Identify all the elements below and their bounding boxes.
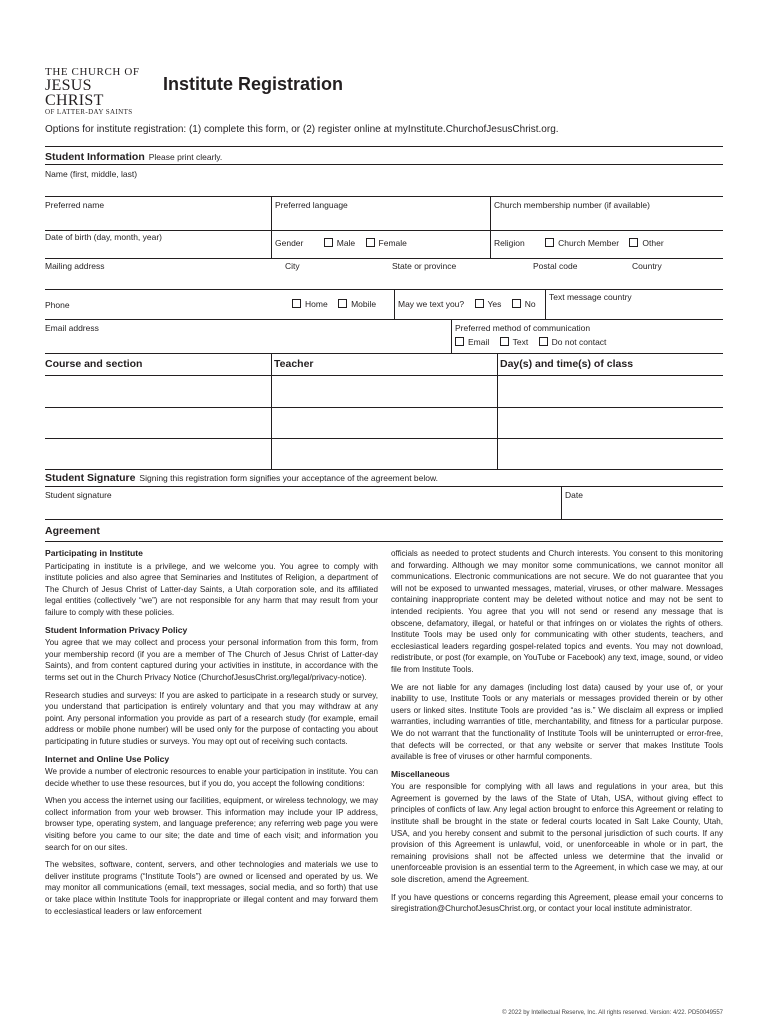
gender-male-option[interactable] <box>324 238 355 248</box>
checkbox-icon[interactable] <box>539 337 548 346</box>
divider <box>45 258 723 259</box>
divider <box>45 289 723 290</box>
signature-title: Student Signature <box>45 472 136 484</box>
divider <box>497 353 498 469</box>
agreement-column-left <box>45 548 378 923</box>
table-row[interactable] <box>45 407 723 408</box>
checkbox-icon[interactable] <box>366 238 375 247</box>
participating-text: Participating in institute is a privilege, and we welcome you. You agree to comply with institute policies and also agree that Seminaries and Institutes of Religion, a department of The Church of Jesus Christ of Latter-day Saints, a Utah corporation sole, and its affiliated legal entities (collectively “we”) are not responsible for any harm that may result from your failure to comply with these policies. <box>45 561 378 617</box>
internet-text-1: We provide a number of electronic resources to enable your participation in institute. You can decide whether to use these resources, but if you do, you accept the following conditions: <box>45 767 378 788</box>
gender-group <box>275 238 415 248</box>
religion-other-label: Other <box>642 238 664 248</box>
misc-heading: Miscellaneous <box>391 768 450 779</box>
text-question-label: May we text you? <box>398 299 465 309</box>
divider <box>490 230 491 258</box>
text-yes-label: Yes <box>487 299 502 309</box>
agreement-heading: Agreement <box>45 525 100 537</box>
phone-mobile-label: Mobile <box>351 299 377 309</box>
religion-other-option[interactable] <box>629 238 663 248</box>
signature-note: Signing this registration form signifies your acceptance of the agreement below. <box>139 473 439 483</box>
checkbox-icon[interactable] <box>512 299 521 308</box>
logo-line-2: JESUS CHRIST <box>45 77 104 109</box>
church-logo <box>45 67 145 116</box>
gender-label: Gender <box>275 238 304 248</box>
phone-home-label: Home <box>305 299 328 309</box>
text-country-field[interactable]: Text message country <box>549 292 632 302</box>
liability-text: We are not liable for any damages (including lost data) caused by your use of, or your inability to use, Institute Tools or any materials or messages provided therein or by other users or linked sites. Institute Tools are provided “as is.” We disclaim all express or implied warranties, including warranties of title, merchantability, and fitness for a particular purpose. We do not warrant that the functionality of Institute Tools will be uninterrupted or error-free, that defects will be corrected, or that any website or server that makes Institute Tools available is free of viruses or other harmful components. <box>391 682 723 762</box>
checkbox-icon[interactable] <box>545 238 554 247</box>
divider <box>45 146 723 147</box>
email-field[interactable]: Email address <box>45 323 99 333</box>
divider <box>561 486 562 519</box>
comm-text-label: Text <box>512 337 529 347</box>
phone-field[interactable]: Phone <box>45 300 70 310</box>
divider <box>271 353 272 469</box>
course-column-header: Course and section <box>45 358 143 370</box>
page-title: Institute Registration <box>163 74 344 94</box>
comm-email-option[interactable] <box>455 337 489 347</box>
comm-text-option[interactable] <box>500 337 529 347</box>
membership-number-field[interactable]: Church membership number (if available) <box>494 200 650 210</box>
privacy-text: You agree that we may collect and process your personal information from this form, from your membership record (if you are a member of The Church of Jesus Christ of Latter-day Saints), and from content captured during your activities in institute, in accordance with the terms set out in the Church Privacy Notice (ChurchofJesusChrist.org/legal/privacy-notice). <box>45 638 378 682</box>
gender-female-label: Female <box>378 238 407 248</box>
internet-text-3: The websites, software, content, servers, and other technologies and materials we use to deliver institute programs (“Institute Tools”) are owned or licensed and operated by us. We may monitor all communications (email, text messages, social media, and so forth) that use or take place within Institute Tools for inappropriate or illegal content and may forward them to ecclesiastical leaders or law enforcement <box>45 860 378 916</box>
religion-member-label: Church Member <box>558 238 620 248</box>
preferred-language-field[interactable]: Preferred language <box>275 200 348 210</box>
text-no-option[interactable] <box>512 299 536 309</box>
table-row[interactable] <box>45 469 723 470</box>
monitoring-text: officials as needed to protect students and Church interests. You consent to this monitoring and forwarding. Although we may monitor some communications, we cannot monitor all communications. Electronic communications are not secure. We do not guarantee that you will not be exposed to unwanted messages, material, viruses, or other malware. Messages containing inappropriate content may be deleted without notice and may not be sent to intended recipients. You agree that you will not send or resend any message that is obscene, defamatory, illegal, or hateful or that infringes on or violates the rights of others. Institute Tools may be used only for communicating with other students, teachers, and ecclesiastical leaders regarding gospel-related topics and events. You may not download, redistribute, or post (for example, on YouTube or Facebook) any text, image, sound, or video file from Institute Tools. <box>391 549 723 674</box>
phone-mobile-option[interactable] <box>338 299 376 309</box>
student-info-heading <box>45 151 222 163</box>
divider <box>45 164 723 165</box>
date-field[interactable]: Date <box>565 490 583 500</box>
comm-none-label: Do not contact <box>551 337 607 347</box>
text-yes-option[interactable] <box>475 299 502 309</box>
signature-heading <box>45 472 438 484</box>
misc-text: You are responsible for complying with all laws and regulations in your area, but this Agreement is governed by the laws of the State of Utah, USA, without giving effect to principles of conflicts of law. Any legal action brought to enforce this Agreement or relating to institute shall be brought in the state or federal courts located in Salt Lake County, Utah, USA, and you hereby consent and submit to the personal jurisdiction of such courts. If any provision of this Agreement is unlawful, void, or unenforceable in whole or in part, the remaining provisions shall not be affected unless we determine that the invalid or unenforceable provision is an essential term to the Agreement, in which case we may, at our sole discretion, amend the Agreement. <box>391 782 723 885</box>
logo-line-1: THE CHURCH OF <box>45 66 140 78</box>
city-field[interactable]: City <box>285 261 300 271</box>
religion-label: Religion <box>494 238 525 248</box>
divider <box>45 486 723 487</box>
logo-line-3: OF LATTER-DAY SAINTS <box>45 108 133 116</box>
student-info-title: Student Information <box>45 151 145 163</box>
contact-text: If you have questions or concerns regarding this Agreement, please email your concerns to siregistration@ChurchofJesusChrist.org, or contact your local institute administrator. <box>391 892 723 914</box>
state-field[interactable]: State or province <box>392 261 457 271</box>
divider <box>45 196 723 197</box>
internet-heading: Internet and Online Use Policy <box>45 753 170 764</box>
agreement-column-right <box>391 548 723 921</box>
intro-text: Options for institute registration: (1) complete this form, or (2) register online at myInstitute.ChurchofJesusChrist.org. <box>45 124 559 135</box>
divider <box>45 541 723 542</box>
divider <box>45 519 723 520</box>
student-signature-field[interactable]: Student signature <box>45 490 112 500</box>
comm-email-label: Email <box>468 337 490 347</box>
checkbox-icon[interactable] <box>500 337 509 346</box>
phone-home-option[interactable] <box>292 299 328 309</box>
religion-member-option[interactable] <box>545 238 619 248</box>
gender-female-option[interactable] <box>366 238 407 248</box>
internet-text-2: When you access the internet using our facilities, equipment, or wireless technology, we may collect information from your web browser. This information may include your IP address, browser type, operating system, and language preference; any referring web page you were visiting before you came to our site; the date and time of each visit; and information you search for on our sites. <box>45 796 378 852</box>
dob-field[interactable]: Date of birth (day, month, year) <box>45 232 163 242</box>
schedule-column-header: Day(s) and time(s) of class <box>500 358 634 370</box>
checkbox-icon[interactable] <box>292 299 301 308</box>
checkbox-icon[interactable] <box>629 238 638 247</box>
phone-type-group <box>292 299 384 309</box>
checkbox-icon[interactable] <box>455 337 464 346</box>
pref-comm-label: Preferred method of communication <box>455 323 591 333</box>
participating-heading: Participating in Institute <box>45 548 143 558</box>
table-row[interactable] <box>45 438 723 439</box>
teacher-column-header: Teacher <box>274 358 314 370</box>
checkbox-icon[interactable] <box>475 299 484 308</box>
postal-code-field[interactable]: Postal code <box>533 261 578 271</box>
divider <box>271 196 272 230</box>
checkbox-icon[interactable] <box>324 238 333 247</box>
comm-none-option[interactable] <box>539 337 607 347</box>
divider <box>45 375 723 376</box>
research-text: Research studies and surveys: If you are asked to participate in a research study or survey, you understand that participation is entirely voluntary and that you may withdraw at any point. Any personal information you provide as part of a research study (for example, email address or mobile phone number) will be used only for the purpose of contacting you about participating in future studies or surveys. You may opt out of receiving such contacts. <box>45 690 378 746</box>
copyright-footer: © 2022 by Intellectual Reserve, Inc. All rights reserved. Version: 4/22. PD50049557 <box>502 1010 723 1016</box>
divider <box>45 353 723 354</box>
text-no-label: No <box>524 299 536 309</box>
divider <box>490 196 491 230</box>
mailing-address-field[interactable]: Mailing address <box>45 261 105 271</box>
privacy-heading: Student Information Privacy Policy <box>45 624 188 635</box>
name-field[interactable]: Name (first, middle, last) <box>45 169 138 179</box>
pref-comm-group <box>455 337 614 347</box>
preferred-name-field[interactable]: Preferred name <box>45 200 105 210</box>
divider <box>45 230 723 231</box>
text-permission-group <box>398 299 544 309</box>
gender-male-label: Male <box>336 238 356 248</box>
student-info-note: Please print clearly. <box>148 152 223 162</box>
divider <box>271 230 272 258</box>
divider <box>451 319 452 353</box>
religion-group <box>494 238 672 248</box>
divider <box>45 319 723 320</box>
divider <box>394 289 395 319</box>
checkbox-icon[interactable] <box>338 299 347 308</box>
divider <box>545 289 546 319</box>
country-field[interactable]: Country <box>632 261 662 271</box>
